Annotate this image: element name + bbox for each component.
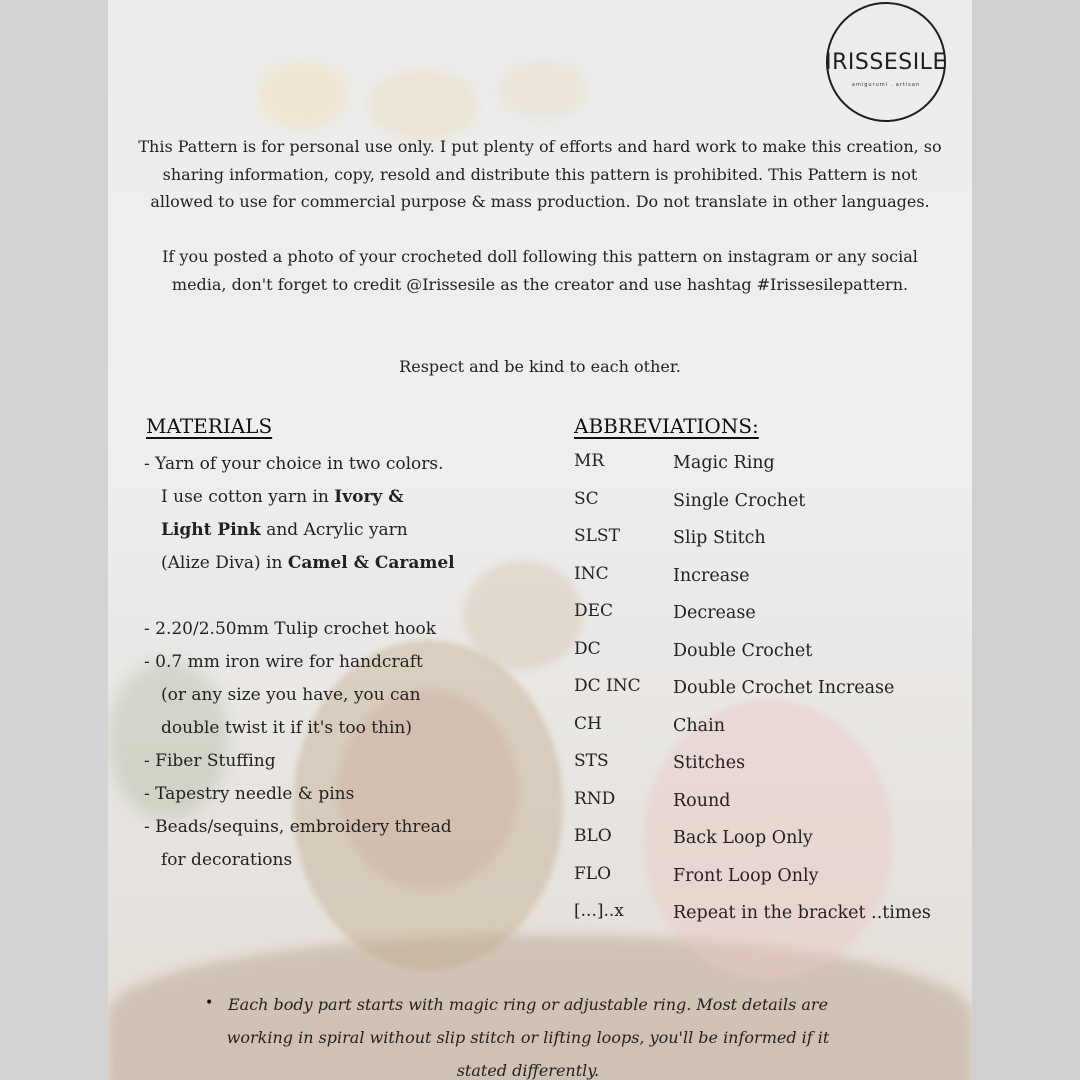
materials-line: - Beads/sequins, embroidery thread (144, 817, 452, 837)
materials-color: Light Pink (161, 520, 261, 540)
materials-line: double twist it if it's too thin) (161, 718, 413, 738)
abbreviation-desc: Double Crochet Increase (673, 678, 895, 698)
construction-note: Each body part starts with magic ring or adjustable ring. Most details are working in spiral without slip stitch or lifting loops, you'll be informed if it stated differently. (226, 995, 830, 1080)
abbreviation-desc: Single Crochet (673, 490, 806, 511)
materials-line (144, 514, 455, 547)
materials-color: Ivory & (334, 487, 404, 507)
materials-line (144, 547, 455, 580)
bullet-point: • (205, 995, 214, 1011)
abbreviation-code: CH (574, 713, 602, 734)
abbreviation-code: BLO (574, 826, 612, 846)
materials-line: - Tapestry needle & pins (144, 784, 355, 804)
abbreviations-heading: ABBREVIATIONS: (574, 414, 759, 438)
abbreviation-code: FLO (574, 863, 612, 884)
materials-line: - Fiber Stuffing (144, 751, 276, 771)
left-border (0, 0, 108, 1080)
abbreviation-desc: Magic Ring (673, 453, 775, 473)
abbreviation-code: [...]..x (574, 901, 624, 921)
bokeh-light (498, 60, 588, 120)
materials-color: Camel & Caramel (287, 553, 455, 573)
abbreviation-desc: Decrease (673, 603, 756, 623)
materials-list (144, 448, 455, 877)
materials-line (144, 481, 455, 514)
abbreviation-code: DC (574, 638, 601, 659)
abbreviation-desc: Increase (673, 565, 750, 586)
materials-line: - Yarn of your choice in two colors. (144, 454, 444, 474)
pattern-page (108, 0, 972, 1080)
abbreviation-code: RND (574, 788, 616, 809)
abbreviation-desc: Round (673, 790, 731, 811)
bokeh-light (258, 60, 348, 130)
abbreviation-desc: Front Loop Only (673, 865, 819, 886)
bokeh-light (368, 70, 478, 140)
abbreviation-code: SLST (574, 526, 620, 546)
materials-line: (or any size you have, you can (161, 685, 421, 705)
abbreviation-code: DC INC (574, 676, 641, 696)
logo-name: IRISSESILE (825, 50, 947, 75)
respect-notice: Respect and be kind to each other. (399, 357, 681, 376)
logo-tagline: amigurumi . artisan (851, 82, 921, 88)
materials-line: - 2.20/2.50mm Tulip crochet hook (144, 619, 437, 639)
materials-text: (Alize Diva) in (161, 553, 288, 573)
materials-heading: MATERIALS (146, 414, 273, 438)
abbreviation-desc: Chain (673, 715, 725, 736)
abbreviation-desc: Repeat in the bracket ..times (673, 903, 931, 923)
abbreviation-desc: Back Loop Only (673, 828, 813, 848)
abbreviation-desc: Stitches (673, 753, 746, 773)
right-border (972, 0, 1080, 1080)
materials-line: for decorations (161, 850, 293, 870)
materials-text: and Acrylic yarn (260, 520, 408, 540)
materials-text: I use cotton yarn in (161, 487, 335, 507)
credit-notice: If you posted a photo of your crocheted doll following this pattern on instagram or any social media, don't forget to credit @Irissesile as the creator and use hashtag #Irissesilepattern. (162, 247, 918, 294)
usage-notice: This Pattern is for personal use only. I put plenty of efforts and hard work to make this creation, so sharing information, copy, resold and distribute this pattern is prohibited. This Pattern is not allowed to use for commercial purpose & mass production. Do not translate in other languages. (138, 137, 942, 211)
abbreviation-code: INC (574, 563, 609, 584)
abbreviation-code: DEC (574, 601, 614, 621)
abbreviation-desc: Double Crochet (673, 640, 813, 661)
abbreviation-code: MR (574, 451, 605, 471)
abbreviation-code: SC (574, 488, 599, 509)
abbreviation-code: STS (574, 751, 609, 771)
abbreviation-desc: Slip Stitch (673, 528, 766, 548)
brand-logo (826, 2, 946, 122)
materials-line: - 0.7 mm iron wire for handcraft (144, 652, 423, 672)
crochet-snail-head (463, 560, 583, 670)
